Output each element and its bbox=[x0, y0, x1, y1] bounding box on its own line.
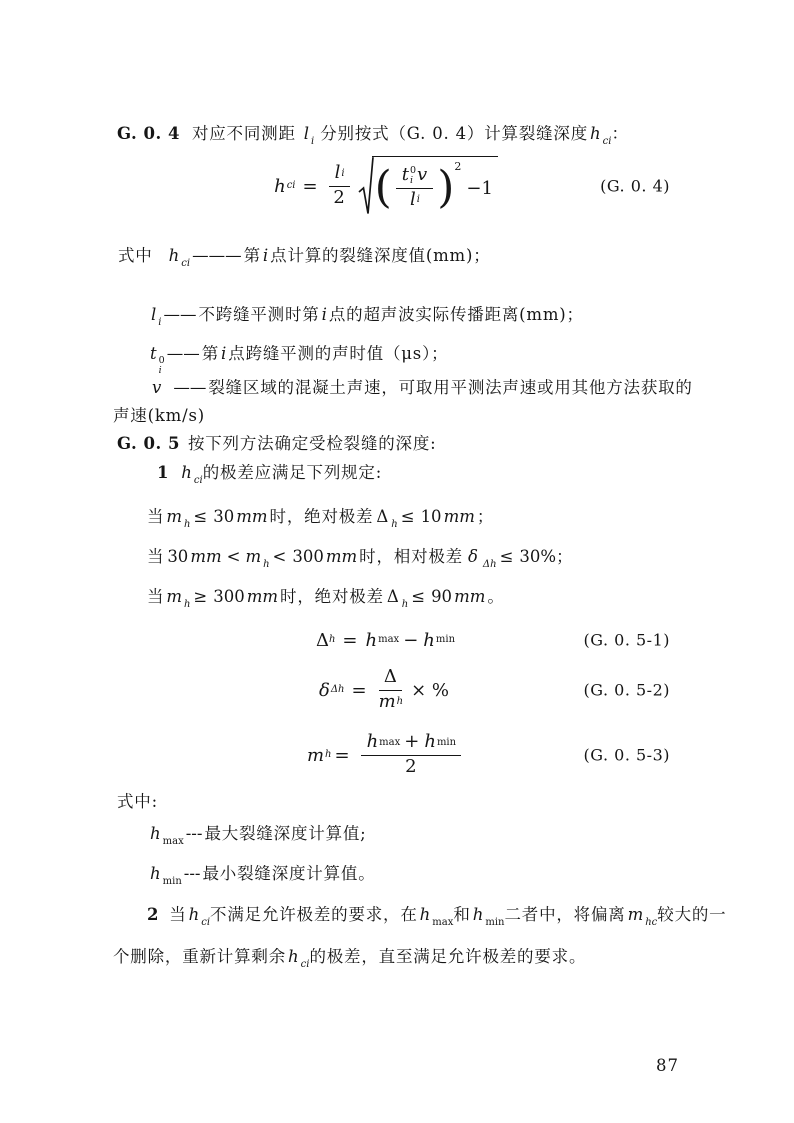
equation-number-g052: (G. 0. 5-2) bbox=[583, 680, 670, 700]
value: 30 bbox=[167, 547, 189, 566]
equals-sign: = bbox=[351, 679, 367, 701]
def-dash: —— bbox=[173, 378, 207, 397]
var-v: v bbox=[417, 164, 428, 186]
symbol-def-li bbox=[149, 301, 584, 328]
symbol-def-hmin bbox=[148, 860, 376, 887]
cond-text-1: 当 bbox=[147, 507, 165, 526]
unit-mm: mm bbox=[443, 507, 475, 526]
var-mh: m bbox=[166, 507, 182, 526]
formula-g051-row bbox=[113, 626, 688, 654]
var-mh-sub: h bbox=[183, 519, 191, 530]
eq-lhs-sub: h bbox=[328, 634, 336, 645]
def-text-2: 点的超声波实际传播距离(mm)； bbox=[328, 305, 584, 324]
var-i: i bbox=[221, 344, 227, 363]
plus-sign: + bbox=[404, 731, 420, 753]
var-hmin: h bbox=[472, 905, 484, 924]
t-sup: 0 bbox=[158, 355, 165, 366]
eq-lhs: m bbox=[306, 744, 325, 766]
relation-2: ≤ bbox=[400, 507, 415, 526]
item-text-4: 二者中，将偏离 bbox=[504, 905, 626, 924]
where-label: 式中 bbox=[118, 246, 153, 265]
formula-g051 bbox=[316, 630, 455, 651]
formula-g053-row bbox=[113, 731, 688, 779]
var-hmax-sub: max bbox=[432, 917, 454, 928]
formula-g052 bbox=[318, 667, 453, 712]
radicand bbox=[372, 156, 498, 216]
symbol-def-hci bbox=[118, 242, 491, 269]
var-hmin-sub: min bbox=[162, 876, 182, 887]
relation-2: < bbox=[272, 547, 287, 566]
var-hmax: h bbox=[419, 905, 431, 924]
clause-g04-colon: ： bbox=[611, 124, 629, 143]
exponent-2: 2 bbox=[454, 160, 462, 173]
times-percent: × % bbox=[411, 679, 450, 701]
var-i: i bbox=[321, 305, 327, 324]
symbol-def-v bbox=[150, 374, 693, 398]
value-3: 30% bbox=[519, 547, 557, 566]
item-number: 2 bbox=[147, 905, 160, 924]
var-hmax: h bbox=[365, 629, 378, 651]
def-dash: —— bbox=[163, 305, 197, 324]
var-hci-sub: ci bbox=[181, 258, 191, 269]
eq-lhs-sub: h bbox=[325, 749, 332, 760]
formula-g04-row bbox=[113, 157, 688, 215]
var-hmax: h bbox=[366, 731, 379, 753]
frac-num: l bbox=[334, 162, 341, 184]
def-dash: --- bbox=[185, 824, 203, 843]
var-hci: h bbox=[168, 246, 180, 265]
eq-lhs: Δ bbox=[315, 629, 329, 651]
t-sup: 0 bbox=[409, 164, 417, 176]
var-mh: m bbox=[245, 547, 262, 566]
unit-mm: mm bbox=[325, 547, 358, 566]
var-delta: Δ bbox=[386, 587, 399, 606]
formula-g053 bbox=[306, 732, 465, 777]
equals-sign: = bbox=[302, 175, 318, 197]
item-text-2: 不满足允许极差的要求，在 bbox=[210, 905, 418, 924]
where-label-2 bbox=[117, 788, 158, 812]
def-text-2: 点计算的裂缝深度值(mm)； bbox=[270, 246, 491, 265]
var-hmax-sub: max bbox=[379, 736, 401, 748]
var-delta: Δ bbox=[376, 507, 389, 526]
value-2: 10 bbox=[420, 507, 442, 526]
var-mh-sub: h bbox=[263, 559, 270, 570]
den-l-sub: i bbox=[416, 194, 420, 206]
condition-3 bbox=[147, 583, 505, 610]
equation-number-g051: (G. 0. 5-1) bbox=[583, 630, 670, 650]
var-mh: m bbox=[166, 587, 182, 606]
var-li: l bbox=[303, 124, 310, 143]
condition-1 bbox=[147, 503, 494, 530]
page-number: 87 bbox=[656, 1056, 679, 1075]
fraction-hmax-hmin-over-2 bbox=[361, 732, 462, 777]
fraction-li-over-2 bbox=[329, 163, 350, 208]
var-mhc-sub: hc bbox=[645, 917, 658, 928]
def-text-1: 不跨缝平测时第 bbox=[198, 305, 320, 324]
var-hmax: h bbox=[150, 824, 161, 843]
value-2: 90 bbox=[431, 587, 453, 606]
clause-g04-number: G. 0. 4 bbox=[117, 124, 180, 143]
frac-den: 2 bbox=[333, 187, 345, 208]
item-number: 1 bbox=[157, 463, 170, 482]
cond-text-2: 时，绝对极差 bbox=[280, 587, 384, 606]
cond-text-1: 当 bbox=[147, 547, 165, 566]
item-1 bbox=[157, 459, 382, 486]
def-text-1: 第 bbox=[201, 344, 219, 363]
var-hmin-sub: min bbox=[435, 634, 456, 645]
equation-number-g053: (G. 0. 5-3) bbox=[583, 745, 670, 765]
var-i: i bbox=[262, 246, 269, 265]
clause-g05-text: 按下列方法确定受检裂缝的深度: bbox=[187, 434, 437, 453]
cond-punct: 。 bbox=[487, 587, 505, 606]
cond-punct: ； bbox=[476, 507, 495, 526]
item-text-6: 个删除，重新计算剩余 bbox=[113, 947, 286, 966]
var-hmin-sub: min bbox=[436, 736, 457, 748]
eq-lhs: δ bbox=[318, 679, 330, 701]
condition-2 bbox=[147, 543, 573, 570]
item-2-line-2 bbox=[113, 943, 586, 970]
var-hmin: h bbox=[424, 731, 436, 753]
symbol-def-v-line2 bbox=[113, 402, 205, 426]
clause-g04-text-1: 对应不同测距 bbox=[191, 124, 296, 143]
radical bbox=[358, 156, 498, 216]
item-text-1: 当 bbox=[169, 905, 187, 924]
var-delta-sub: h bbox=[391, 519, 398, 530]
t-supsub bbox=[159, 356, 165, 376]
value: 30 bbox=[213, 507, 235, 526]
def-text-2: 点跨缝平测的声时值（μs）； bbox=[228, 344, 449, 363]
def-text: 最小裂缝深度计算值。 bbox=[202, 864, 376, 883]
var-li-sub: i bbox=[311, 136, 315, 147]
cond-text-1: 当 bbox=[147, 587, 165, 606]
var-hci-sub: ci bbox=[300, 959, 310, 970]
var-delta-sub: h bbox=[401, 599, 409, 610]
item-2-line-1 bbox=[147, 901, 726, 928]
t-sub: i bbox=[409, 174, 414, 186]
var-hmin: h bbox=[423, 629, 435, 651]
var-li: l bbox=[151, 305, 157, 324]
item-text-7: 的极差，直至满足允许极差的要求。 bbox=[309, 947, 587, 966]
var-t: t bbox=[150, 344, 157, 363]
unit-mm: mm bbox=[190, 547, 222, 566]
frac-num-sub: i bbox=[341, 167, 345, 179]
eq-lhs-sub: ci bbox=[286, 180, 296, 191]
var-delta-small: δ bbox=[467, 547, 478, 566]
var-delta-small-sub: Δh bbox=[482, 559, 497, 570]
var-hmax-sub: max bbox=[378, 634, 400, 645]
relation: ≥ bbox=[193, 587, 208, 606]
clause-g05-heading bbox=[117, 430, 437, 454]
equals-sign: = bbox=[334, 744, 350, 766]
def-text-2: 声速(km/s) bbox=[113, 406, 205, 425]
unit-mm: mm bbox=[236, 507, 268, 526]
fraction-tv-over-li bbox=[396, 165, 433, 210]
var-hmin-sub: min bbox=[485, 917, 505, 928]
def-dash: —— bbox=[166, 344, 200, 363]
var-hci: h bbox=[188, 905, 200, 924]
def-text: 最大裂缝深度计算值; bbox=[204, 824, 367, 843]
clause-g04-heading bbox=[117, 120, 629, 147]
def-text-1: 第 bbox=[243, 246, 261, 265]
formula-g04 bbox=[273, 156, 498, 216]
frac-den: 2 bbox=[405, 756, 417, 777]
symbol-def-hmax bbox=[148, 820, 367, 847]
unit-mm: mm bbox=[454, 587, 486, 606]
close-paren: ) bbox=[437, 162, 455, 214]
var-hci-sub: ci bbox=[201, 917, 211, 928]
frac-num: Δ bbox=[379, 667, 402, 691]
var-v: v bbox=[152, 378, 162, 397]
relation-3: ≤ bbox=[499, 547, 514, 566]
var-mh-sub: h bbox=[183, 599, 191, 610]
item-text-5: 较大的一 bbox=[657, 905, 727, 924]
var-mhc: m bbox=[627, 905, 644, 924]
def-dash: --- bbox=[183, 864, 201, 883]
cond-text-2: 时，绝对极差 bbox=[269, 507, 374, 526]
relation-2: ≤ bbox=[411, 587, 426, 606]
den-l: l bbox=[409, 189, 416, 210]
equals-sign: = bbox=[342, 629, 358, 651]
var-hci: h bbox=[288, 947, 299, 966]
eq-lhs-sub: Δh bbox=[330, 684, 345, 695]
where-text: 式中: bbox=[117, 792, 158, 811]
equation-number-g04: (G. 0. 4) bbox=[600, 176, 670, 196]
unit-mm: mm bbox=[246, 587, 279, 606]
var-hci-sub: ci bbox=[602, 136, 612, 147]
value: 300 bbox=[213, 587, 245, 606]
frac-den: m bbox=[378, 691, 396, 712]
var-li-sub: i bbox=[158, 317, 162, 328]
formula-g052-row bbox=[113, 666, 688, 714]
eq-lhs: h bbox=[274, 175, 286, 197]
symbol-def-ti0 bbox=[148, 340, 448, 376]
clause-g05-number: G. 0. 5 bbox=[117, 434, 180, 453]
minus-one: −1 bbox=[466, 177, 493, 199]
cond-punct: ； bbox=[556, 547, 574, 566]
item-text-3: 和 bbox=[453, 905, 471, 924]
open-paren: ( bbox=[374, 162, 392, 214]
item-text: 的极差应满足下列规定: bbox=[202, 463, 383, 482]
var-hmin: h bbox=[150, 864, 161, 883]
relation: ≤ bbox=[193, 507, 208, 526]
def-dash: ——— bbox=[192, 246, 242, 265]
fraction-delta-over-mh bbox=[378, 667, 404, 712]
t-sub: i bbox=[158, 364, 162, 376]
var-hmax-sub: max bbox=[162, 836, 184, 847]
value-2: 300 bbox=[292, 547, 324, 566]
cond-text-2: 时，相对极差 bbox=[359, 547, 463, 566]
var-hci-sub: ci bbox=[193, 475, 203, 486]
def-text-1: 裂缝区域的混凝土声速，可取用平测法声速或用其他方法获取的 bbox=[208, 378, 693, 397]
frac-den-sub: h bbox=[396, 696, 404, 708]
minus-sign: − bbox=[403, 629, 419, 651]
var-hci: h bbox=[590, 124, 601, 143]
var-t: t bbox=[401, 164, 409, 186]
relation: < bbox=[226, 547, 241, 566]
clause-g04-text-2: 分别按式（G. 0. 4）计算裂缝深度 bbox=[320, 124, 589, 143]
var-hci: h bbox=[181, 463, 192, 482]
